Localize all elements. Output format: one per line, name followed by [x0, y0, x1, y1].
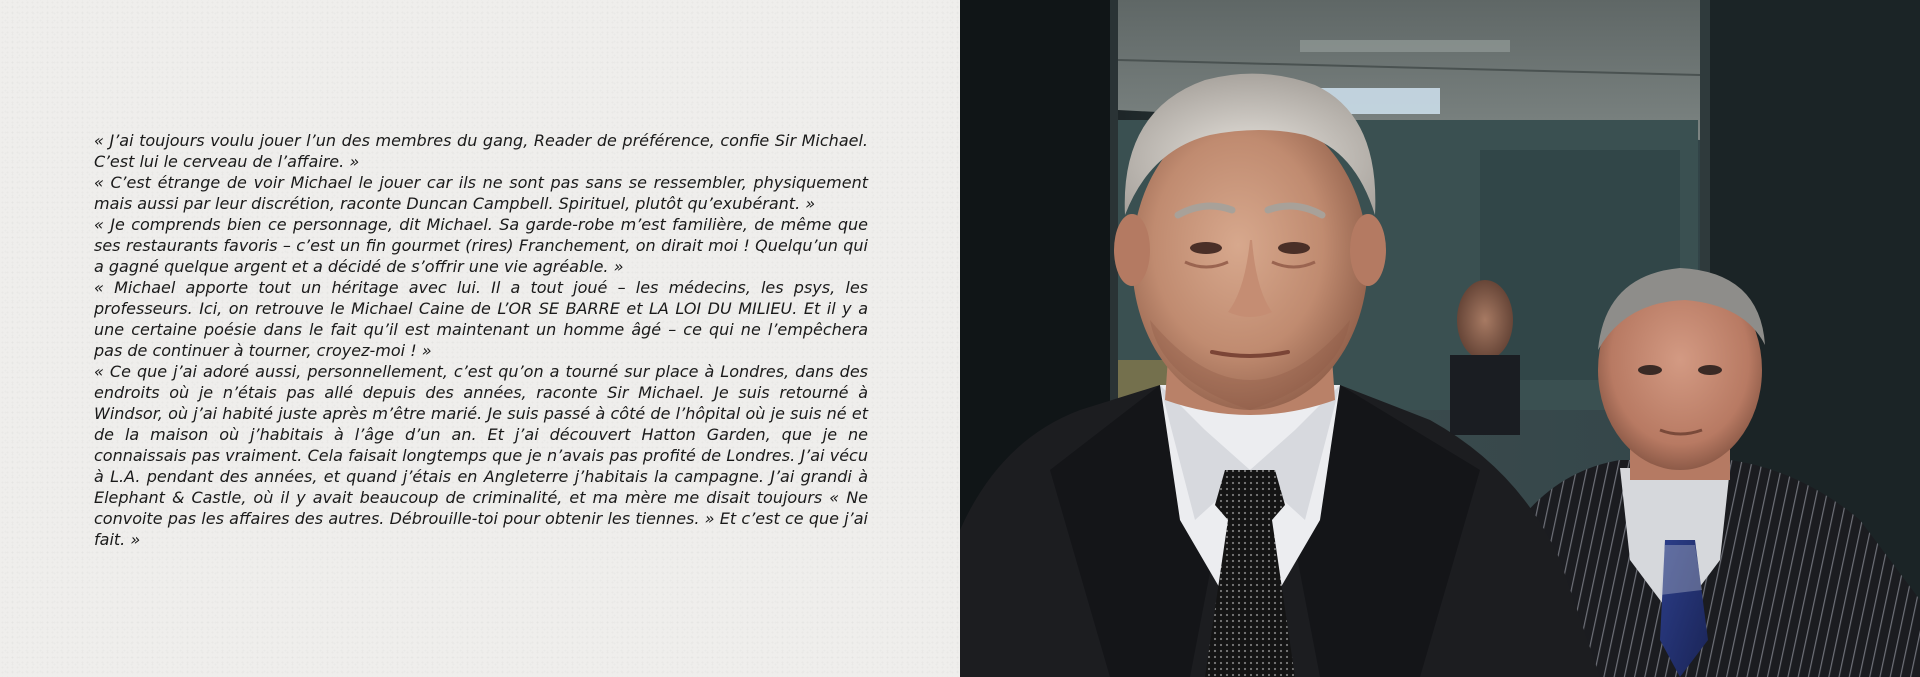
- quote-paragraph: « Je comprends bien ce personnage, dit Michael. Sa garde-robe m’est familière, de même que ses restaurants favoris – c’est un fin gourmet (rires) Franchement, on dirait moi ! Quelqu’un qui a gagné quelque argent et a décidé de s’offrir une vie agréable. »: [94, 215, 868, 276]
- quotes-text-block: [94, 130, 868, 550]
- quote-paragraph: « Ce que j’ai adoré aussi, personnellement, c’est qu’on a tourné sur place à Londres, dans des endroits où je n’étais pas allé depuis des années, raconte Sir Michael. Je suis retourné à Windsor, où j’ai habité juste après m’être marié. Je suis passé à côté de l’hôpital où je suis né et de la maison où j’habitais à l’âge d’un an. Et j’ai découvert Hatton Garden, que je ne connaissais pas vraiment. Cela faisait longtemps que je n’avais pas profité de Londres. J’ai vécu à L.A. pendant des années, et quand j’étais en Angleterre j’habitais la campagne. J’ai grandi à Elephant & Castle, où il y avait beaucoup de criminalité, et ma mère me disait toujours « Ne convoite pas les affaires des autres. Débrouille-toi pour obtenir les tiennes. » Et c’est ce que j’ai fait. »: [94, 362, 868, 549]
- photo-page: [960, 0, 1920, 677]
- quote-paragraph: « C’est étrange de voir Michael le jouer car ils ne sont pas sans se ressembler, physiquement mais aussi par leur discrétion, raconte Duncan Campbell. Spirituel, plutôt qu’exubérant. »: [94, 173, 868, 213]
- quote-paragraph: « Michael apporte tout un héritage avec lui. Il a tout joué – les médecins, les psys, les professeurs. Ici, on retrouve le Michael Caine de L’OR SE BARRE et LA LOI DU MILIEU. Et il y a une certaine poésie dans le fait qu’il est maintenant un homme âgé – ce qui ne l’empêchera pas de continuer à tourner, croyez-moi ! »: [94, 278, 868, 360]
- quote-paragraph: « J’ai toujours voulu jouer l’un des membres du gang, Reader de préférence, confie Sir Michael. C’est lui le cerveau de l’affaire. »: [94, 131, 868, 171]
- film-still-photo: [960, 0, 1920, 677]
